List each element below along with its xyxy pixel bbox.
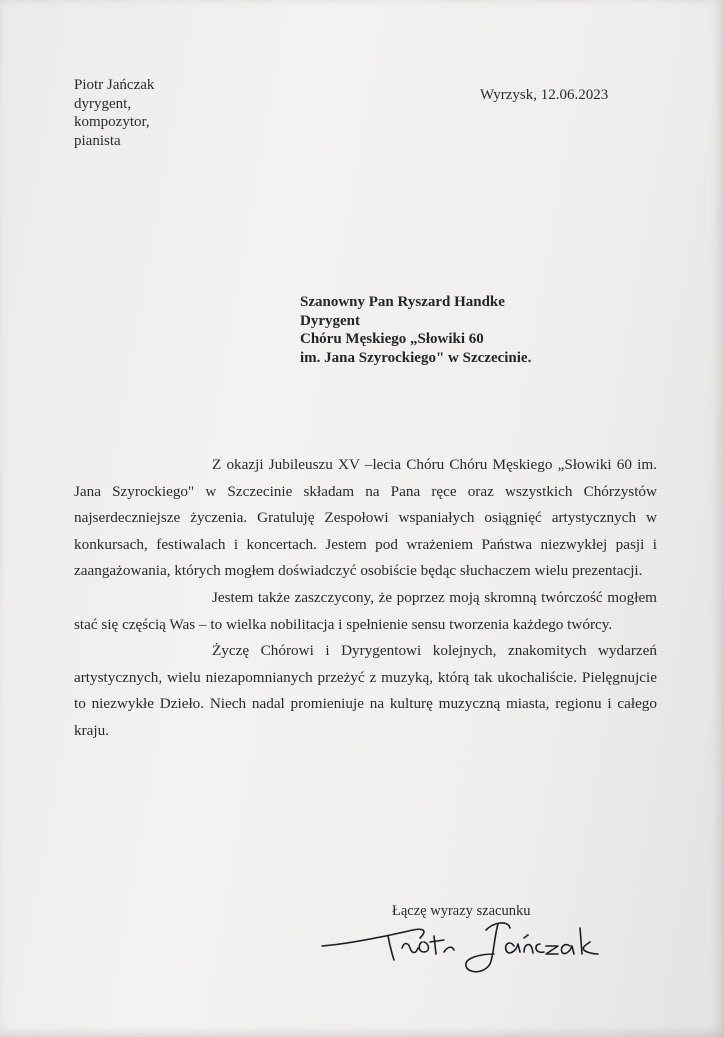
closing-phrase: Łączę wyrazy szacunku — [392, 903, 531, 919]
sender-block — [74, 76, 154, 150]
letter-date: Wyrzysk, 12.06.2023 — [480, 87, 609, 103]
recipient-choir-city: im. Jana Szyrockiego" w Szczecinie. — [300, 349, 532, 366]
recipient-salutation: Szanowny Pan Ryszard Handke — [300, 294, 505, 310]
recipient-choir: Chóru Męskiego „Słowiki 60 — [300, 331, 484, 347]
handwritten-signature — [318, 908, 608, 978]
body-paragraph-2: Jestem także zaszczycony, że poprzez moją skromną twórczość mogłem stać się częścią Was – to wielka nobilitacja i spełnienie sensu tworzenia każdego twórcy. — [74, 588, 657, 633]
sender-role-conductor: dyrygent, — [74, 95, 132, 112]
sender-role-composer: kompozytor, — [74, 114, 150, 130]
recipient-title: Dyrygent — [300, 312, 360, 329]
body-paragraph-3: Życzę Chórowi i Dyrygentowi kolejnych, znakomitych wydarzeń artystycznych, wielu niezapomnianych przeżyć z muzyką, którą tak ukochaliście. Pielęgnujcie to niezwykłe Dzieło. Niech nadal promieniuje na kulturę muzyczną miasta, regionu i całego kraju. — [74, 642, 657, 739]
recipient-block — [300, 293, 531, 367]
sender-role-pianist: pianista — [74, 132, 121, 149]
sender-name: Piotr Jańczak — [74, 77, 155, 93]
letter-body — [74, 452, 657, 745]
body-paragraph-1: Z okazji Jubileuszu XV –lecia Chóru Chóru Męskiego „Słowiki 60 im. Jana Szyrockiego" w Szczecinie składam na Pana ręce oraz wszystkich Chórzystów najserdeczniejsze życzenia. Gratuluję Zespołowi wspaniałych osiągnięć artystycznych w konkursach, festiwalach i koncertach. Jestem pod wrażeniem Państwa niezwykłej pasji i zaangażowania, których mogłem doświadczyć osobiście będąc słuchaczem wielu prezentacji. — [74, 456, 657, 580]
